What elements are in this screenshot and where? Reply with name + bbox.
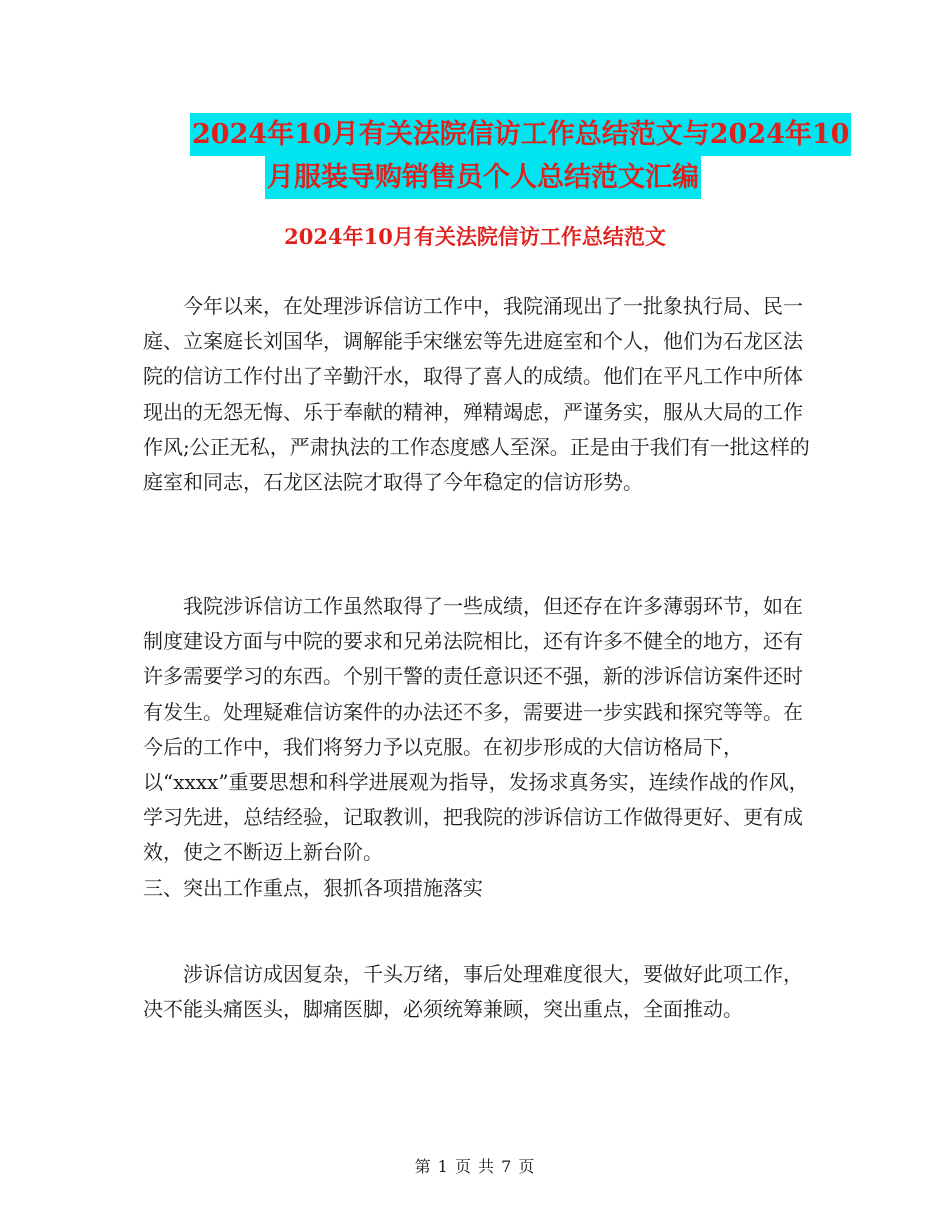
document-title: [190, 113, 850, 199]
paragraph-achievements: 今年以来，在处理涉诉信访工作中，我院涌现出了一批象执行局、民一庭、立案庭长刘国华，调解能手宋继宏等先进庭室和个人，他们为石龙区法院的信访工作付出了辛勤汗水，取得了喜人的成绩。他们在平凡工作中所体现出的无怨无悔、乐于奉献的精神，殚精竭虑，严谨务实，服从大局的工作作风;公正无私，严肃执法的工作态度感人至深。正是由于我们有一批这样的庭室和同志，石龙区法院才取得了今年稳定的信访形势。: [143, 294, 810, 495]
paragraph-key-work: 涉诉信访成因复杂，千头万绪，事后处理难度很大，要做好此项工作，决不能头痛医头，脚痛医脚，必须统筹兼顾，突出重点，全面推动。: [143, 962, 803, 1022]
paragraph-weaknesses: 我院涉诉信访工作虽然取得了一些成绩，但还存在许多薄弱环节，如在制度建设方面与中院的要求和兄弟法院相比，还有许多不健全的地方，还有许多需要学习的东西。个别干警的责任意识还不强，新的涉诉信访案件还时有发生。处理疑难信访案件的办法还不多，需要进一步实践和探究等等。在今后的工作中，我们将努力予以克服。在初步形成的大信访格局下，以“xxxx”重要思想和科学进展观为指导，发扬求真务实，连续作战的作风，学习先进，总结经验，记取教训，把我院的涉诉信访工作做得更好、更有成效，使之不断迈上新台阶。: [143, 594, 809, 865]
paragraph-heading-three: 三、突出工作重点，狠抓各项措施落实: [143, 875, 483, 900]
body-section-2: [143, 589, 815, 906]
document-title-line-2: 月服装导购销售员个人总结范文汇编: [265, 156, 701, 199]
body-section-3: [143, 957, 815, 1027]
page-number-footer: 第 1 页 共 7 页: [414, 1157, 536, 1176]
section-title: 2024年10月有关法院信访工作总结范文: [284, 224, 666, 249]
document-title-line-1: 2024年10月有关法院信访工作总结范文与2024年10: [190, 113, 851, 156]
body-section-1: [143, 289, 815, 500]
